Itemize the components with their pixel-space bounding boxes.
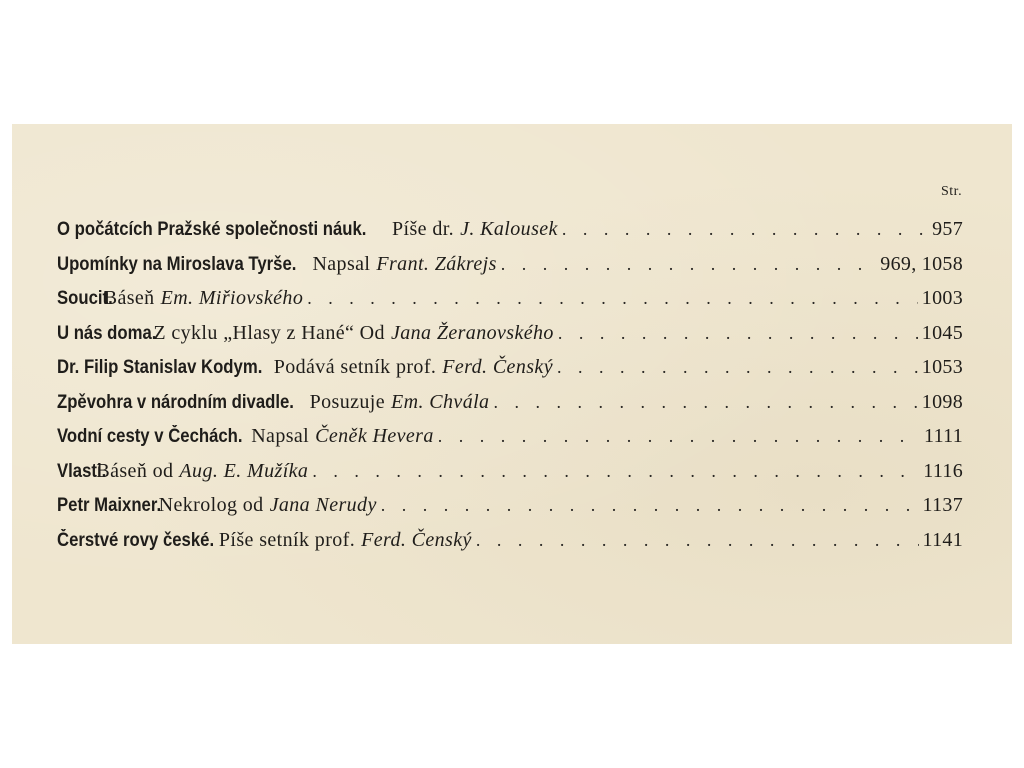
entry-title: Vlasti. bbox=[57, 460, 107, 482]
toc-entry bbox=[57, 218, 963, 253]
entry-title: Vodní cesty v Čechách. bbox=[57, 426, 243, 447]
entry-description: Z cyklu „Hlasy z Hané“ Od bbox=[153, 321, 385, 344]
toc-entry bbox=[57, 460, 963, 495]
entry-author: J. Kalousek bbox=[460, 218, 558, 240]
entry-page-number: 1116 bbox=[923, 459, 963, 482]
toc-entry bbox=[57, 425, 963, 460]
entry-description: Posuzuje bbox=[309, 390, 386, 413]
dot-leader bbox=[476, 530, 919, 551]
entry-description: Nekrolog od bbox=[158, 494, 264, 516]
entry-title: Upomínky na Miroslava Tyrše. bbox=[57, 253, 297, 275]
entry-description: Napsal bbox=[312, 252, 371, 275]
entry-description: Podává setník prof. bbox=[273, 356, 437, 378]
dot-leader bbox=[312, 461, 919, 482]
toc-entry bbox=[57, 494, 963, 529]
entry-page-number: 1045 bbox=[921, 321, 963, 344]
entry-author: Ferd. Čenský bbox=[442, 356, 553, 378]
dot-leader bbox=[501, 254, 877, 275]
entry-title: Čerstvé rovy české. bbox=[57, 529, 215, 551]
page-column-label: Str. bbox=[941, 184, 963, 199]
entry-description: Píše dr. bbox=[391, 218, 455, 240]
dot-leader bbox=[438, 426, 920, 447]
scanned-page bbox=[12, 124, 1012, 644]
toc-entry bbox=[57, 529, 963, 564]
entry-title: Soucit. bbox=[57, 288, 113, 309]
entry-description: Báseň od bbox=[96, 459, 174, 482]
entry-description: Báseň bbox=[103, 287, 155, 309]
entry-author: Em. Chvála bbox=[391, 390, 490, 413]
entry-author: Jana Nerudy bbox=[269, 494, 377, 516]
toc-entry bbox=[57, 253, 963, 288]
toc-entry bbox=[57, 287, 963, 322]
entry-page-number: 957 bbox=[932, 218, 963, 240]
entry-page-number: 1141 bbox=[922, 528, 963, 551]
toc-entry bbox=[57, 391, 963, 426]
entry-author: Frant. Zákrejs bbox=[376, 252, 497, 275]
dot-leader bbox=[562, 219, 928, 240]
entry-title: Dr. Filip Stanislav Kodym. bbox=[57, 357, 263, 378]
entry-page-number: 1053 bbox=[921, 356, 963, 378]
entry-page-number: 1098 bbox=[921, 390, 963, 413]
entry-description: Píše setník prof. bbox=[218, 528, 356, 551]
toc-entry bbox=[57, 322, 963, 357]
entry-description: Napsal bbox=[251, 425, 310, 447]
entry-title: O počátcích Pražské společnosti náuk. bbox=[57, 219, 367, 240]
entry-author: Jana Žeranovského bbox=[390, 321, 554, 344]
entry-author: Aug. E. Mužíka bbox=[179, 459, 309, 482]
dot-leader bbox=[381, 495, 919, 516]
entry-page-number: 1137 bbox=[922, 494, 963, 516]
entry-author: Em. Miřiovského bbox=[160, 287, 304, 309]
table-of-contents bbox=[57, 218, 963, 563]
dot-leader bbox=[558, 323, 918, 344]
dot-leader bbox=[307, 288, 918, 309]
entry-page-number: 969, 1058 bbox=[880, 252, 963, 275]
toc-entry bbox=[57, 356, 963, 391]
dot-leader bbox=[557, 357, 918, 378]
dot-leader bbox=[493, 392, 917, 413]
entry-author: Čeněk Hevera bbox=[315, 425, 434, 447]
entry-page-number: 1003 bbox=[921, 287, 963, 309]
entry-author: Ferd. Čenský bbox=[361, 528, 472, 551]
entry-title: Zpěvohra v národním divadle. bbox=[57, 391, 294, 413]
entry-title: Petr Maixner. bbox=[57, 495, 162, 516]
entry-title: U nás doma. bbox=[57, 322, 157, 344]
entry-page-number: 1111 bbox=[924, 425, 963, 447]
